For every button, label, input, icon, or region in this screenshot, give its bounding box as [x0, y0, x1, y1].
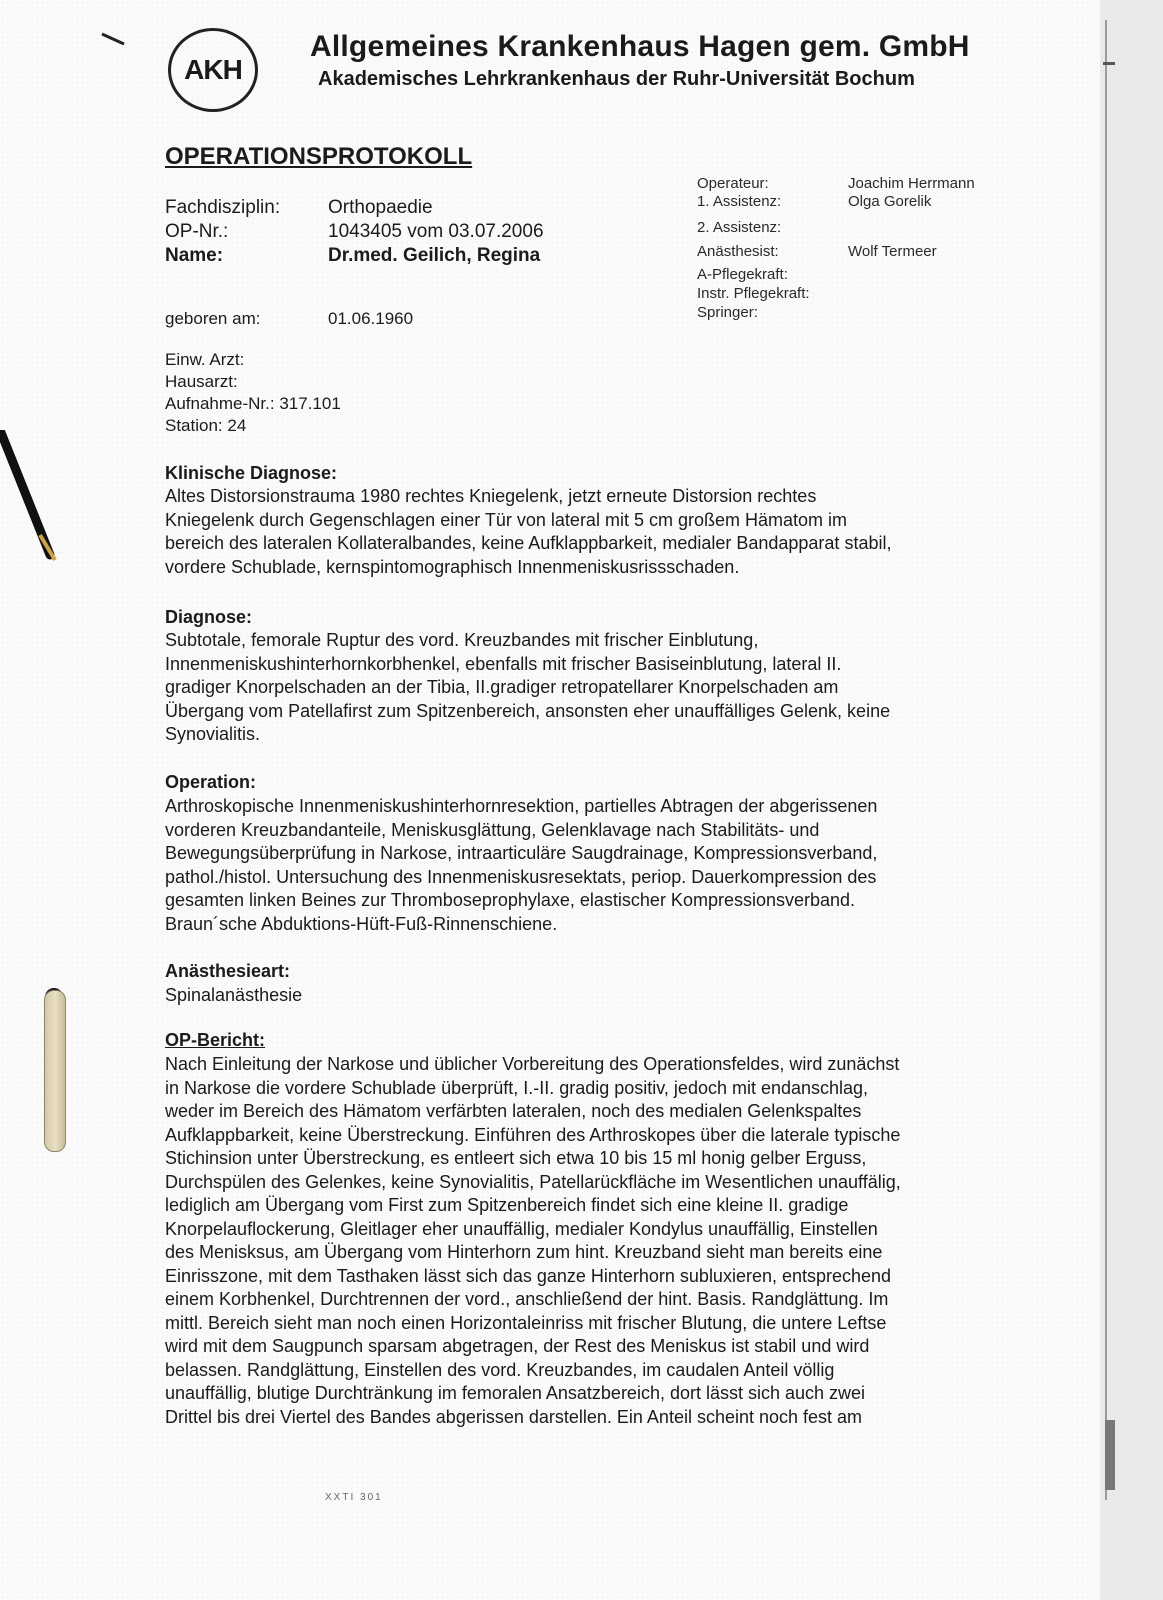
hospital-name: Allgemeines Krankenhaus Hagen gem. GmbH [310, 30, 970, 63]
assistenz1-value: Olga Gorelik [848, 193, 932, 210]
hospital-subtitle: Akademisches Lehrkrankenhaus der Ruhr-Universität Bochum [318, 68, 915, 90]
hospital-logo [168, 28, 258, 112]
text-line: Arthroskopische Innenmeniskushinterhornresektion, partielles Abtragen der abgerissenen [165, 796, 878, 816]
text-line: Innenmeniskushinterhornkorbhenkel, ebenfalls mit frischer Basiseinblutung, lateral II. [165, 653, 842, 674]
klinische-diagnose-heading: Klinische Diagnose: [165, 463, 338, 483]
operation-text [165, 795, 1020, 936]
text-line: Übergang vom Patellafirst zum Spitzenbereich, ansonsten eher unauffälliges Gelenk, keine [165, 700, 891, 721]
hausarzt-label: Hausarzt: [165, 372, 238, 391]
binder-edge-line [1105, 20, 1115, 1500]
text-line: Bewegungsüberprüfung in Narkose, intraarticuläre Saugdrainage, Kompressionsverband, [165, 843, 878, 863]
fachdisziplin-value: Orthopaedie [328, 197, 433, 218]
text-line: Nach Einleitung der Narkose und üblicher Vorbereitung des Operationsfeldes, wird zunächst [165, 1054, 900, 1074]
text-line: weder im Bereich des Hämatom verfärbten lateralen, noch des medialen Gelenkspaltes [165, 1101, 862, 1121]
text-line: Drittel bis drei Viertel des Bandes abgerissen darstellen. Ein Anteil scheint noch fest am [165, 1406, 863, 1427]
operation-heading: Operation: [165, 772, 257, 792]
footer-mark: XXTI 301 [325, 1492, 383, 1503]
instr-pflegekraft-label: Instr. Pflegekraft: [697, 285, 810, 302]
diagnose-heading: Diagnose: [165, 607, 253, 627]
text-line: Subtotale, femorale Ruptur des vord. Kreuzbandes mit frischer Einblutung, [165, 630, 759, 650]
assistenz1-label: 1. Assistenz: [697, 193, 782, 210]
text-line: wird mit dem Saugpunch sparsam abgetragen, der Rest des Meniskus ist stabil und wird [165, 1336, 870, 1356]
einw-arzt-label: Einw. Arzt: [165, 350, 245, 369]
text-line: vorderen Kreuzbandanteile, Meniskusglättung, Gelenklavage nach Stabilitäts- und [165, 819, 820, 840]
text-line: einem Korbhenkel, Durchtrennen der vord., anschließend der hint. Basis. Randglättung. Im [165, 1289, 889, 1309]
name-value: Dr.med. Geilich, Regina [328, 245, 541, 266]
geboren-label: geboren am: [165, 309, 261, 328]
document-title: OPERATIONSPROTOKOLL [165, 143, 473, 170]
pen-mark-icon [0, 430, 80, 570]
anaesthesist-value: Wolf Termeer [848, 243, 937, 260]
springer-label: Springer: [697, 304, 758, 321]
diagnose-text [165, 629, 1020, 747]
op-nr-value: 1043405 vom 03.07.2006 [328, 221, 544, 242]
fachdisziplin-label: Fachdisziplin: [165, 197, 281, 218]
anaesthesieart-heading: Anästhesieart: [165, 961, 291, 981]
name-label: Name: [165, 245, 224, 266]
text-line: Knorpelauflockerung, Gleitlager eher unauffällig, medialer Kondylus unauffällig, Einstellen [165, 1218, 878, 1239]
text-line: Spinalanästhesie [165, 985, 303, 1005]
text-line: belassen. Randglättung, Einstellen des vord. Kreuzbandes, im caudalen Anteil völlig [165, 1359, 835, 1380]
binder-edge-mark [1103, 62, 1115, 65]
geboren-value: 01.06.1960 [328, 309, 414, 328]
text-line: Kniegelenk durch Gegenschlagen einer Tür von lateral mit 5 cm großem Hämatom im [165, 509, 847, 530]
logo-text: AKH [184, 54, 242, 85]
aufnahme-nr: Aufnahme-Nr.: 317.101 [165, 394, 341, 413]
text-line: des Menisksus, am Übergang vom Hinterhorn zum hint. Kreuzband sieht man bereits eine [165, 1242, 883, 1262]
text-line: Braun´sche Abduktions-Hüft-Fuß-Rinnenschiene. [165, 913, 558, 934]
anaesthesist-label: Anästhesist: [697, 243, 779, 260]
op-bericht-heading: OP-Bericht: [165, 1030, 266, 1050]
text-line: gradiger Knorpelschaden an der Tibia, II.gradiger retropatellarer Knorpelschaden am [165, 677, 839, 697]
text-line: unauffällig, blutige Durchtränkung im femoralen Ansatzbereich, dort lässt sich auch zwei [165, 1383, 866, 1403]
text-line: gesamten linken Beines zur Thromboseprophylaxe, elastischer Kompressionsverband. [165, 890, 856, 910]
text-line: mittl. Bereich sieht man noch einen Horizontaleinriss mit frischer Blutung, die untere Leftse [165, 1312, 887, 1333]
text-line: bereich des lateralen Kollateralbandes, keine Aufklappbarkeit, medialer Bandapparat stabil, [165, 533, 892, 553]
text-line: vordere Schublade, kernspintomographisch Innenmeniskusrissschaden. [165, 556, 740, 577]
text-line: Einrisszone, mit dem Tasthaken lässt sich das ganze Hinterhorn subluxieren, entsprechend [165, 1265, 892, 1286]
assistenz2-label: 2. Assistenz: [697, 219, 782, 236]
op-nr-label: OP-Nr.: [165, 221, 229, 242]
text-line: in Narkose die vordere Schublade überprüft, I.-II. gradig positiv, jedoch mit endanschlag, [165, 1077, 869, 1098]
text-line: pathol./histol. Untersuchung des Innenmeniskusresektats, periop. Dauerkompression des [165, 866, 877, 887]
binder-edge-bar [1105, 1420, 1115, 1490]
binder-clip [44, 990, 66, 1152]
corner-mark-icon [100, 30, 140, 50]
text-line: lediglich am Übergang vom First zum Spitzenbereich findet sich eine kleine II. gradige [165, 1195, 849, 1215]
text-line: Durchspülen des Gelenkes, keine Synovialitis, Patellarückfläche im Wesentlichen unauffälig, [165, 1171, 901, 1192]
station: Station: 24 [165, 416, 247, 435]
op-bericht-text [165, 1053, 1035, 1429]
text-line: Altes Distorsionstrauma 1980 rechtes Kniegelenk, jetzt erneute Distorsion rechtes [165, 486, 817, 506]
text-line: Synovialitis. [165, 724, 261, 744]
text-line: Aufklappbarkeit, keine Überstreckung. Einführen des Arthroskopes über die laterale typische [165, 1124, 901, 1145]
operateur-value: Joachim Herrmann [848, 175, 975, 192]
a-pflegekraft-label: A-Pflegekraft: [697, 266, 788, 283]
klinische-diagnose-text [165, 485, 1020, 579]
anaesthesieart-text [165, 984, 1020, 1008]
text-line: Stichinsion unter Überstreckung, es entleert sich etwa 10 bis 15 ml honig gelber Erguss, [165, 1148, 867, 1168]
operateur-label: Operateur: [697, 175, 769, 192]
